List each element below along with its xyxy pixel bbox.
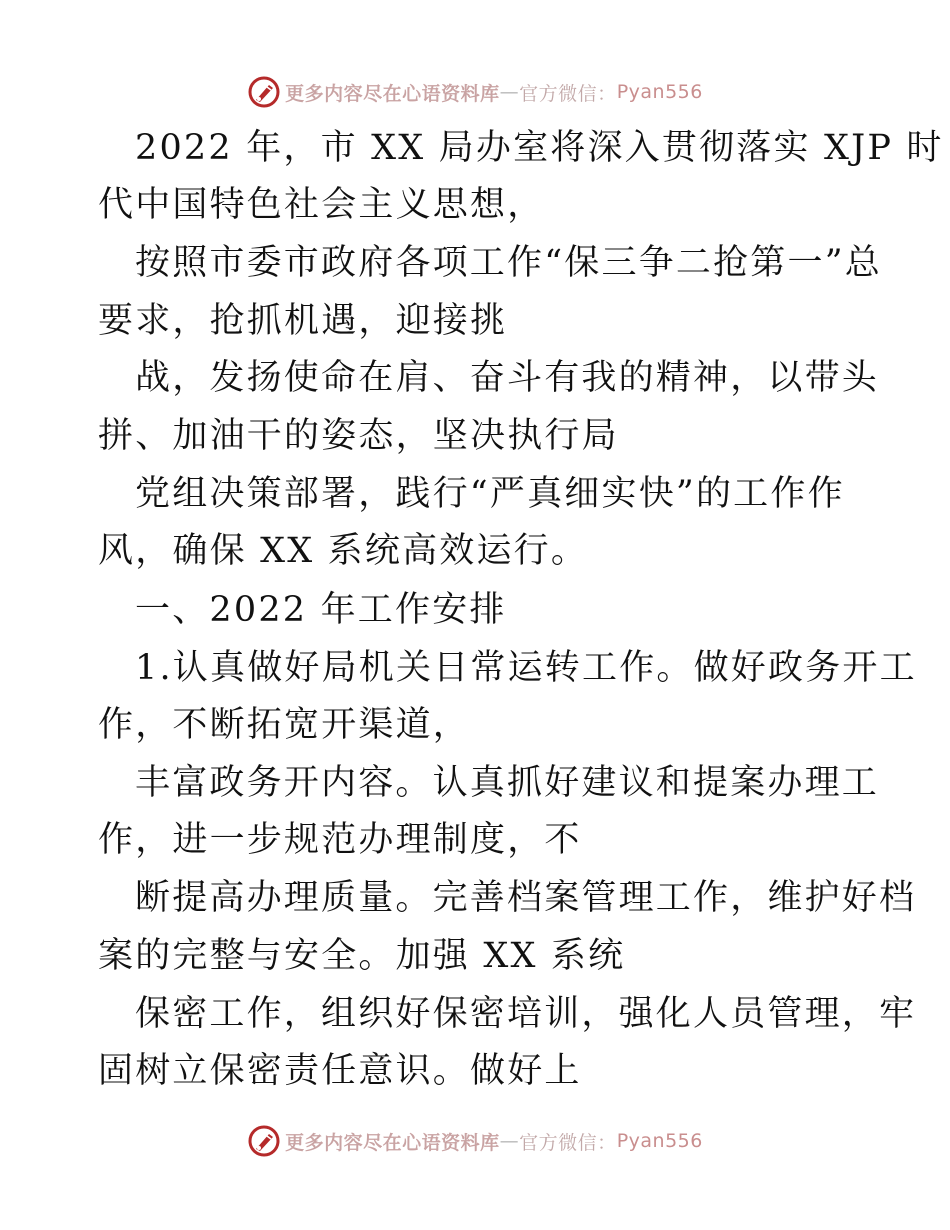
paragraph-line: 固树立保密责任意识。做好上: [98, 1051, 582, 1091]
paragraph-line: 1.认真做好局机关日常运转工作。做好政务开工: [135, 648, 917, 688]
paragraph-line: 拼、加油干的姿态，坚决执行局: [98, 416, 619, 456]
watermark-separator: —: [499, 81, 520, 103]
paragraph-line: 案的完整与安全。加强 XX 系统: [98, 936, 626, 976]
pen-seal-icon: [247, 1124, 281, 1158]
footer-watermark: [0, 1121, 950, 1161]
paragraph-line: 战，发扬使命在肩、奋斗有我的精神，以带头: [135, 358, 880, 398]
paragraph-line: 作，进一步规范办理制度，不: [98, 820, 582, 860]
paragraph-line: 党组决策部署，践行“严真细实快”的工作作: [135, 474, 845, 514]
paragraph-line: 要求，抢抓机遇，迎接挑: [98, 301, 508, 341]
watermark-main-text: 更多内容尽在心语资料库: [285, 82, 500, 105]
paragraph-line: 风，确保 XX 系统高效运行。: [98, 531, 589, 571]
paragraph-line: 保密工作，组织好保密培训，强化人员管理，牢: [135, 994, 917, 1034]
watermark-suffix: 官方微信：: [519, 1131, 617, 1154]
watermark-main-text: 更多内容尽在心语资料库: [285, 1131, 500, 1154]
watermark-handle: Pyan556: [616, 1130, 703, 1152]
paragraph-line: 代中国特色社会主义思想，: [98, 185, 545, 225]
paragraph-line: 2022 年，市 XX 局办室将深入贯彻落实 XJP 时: [135, 128, 944, 168]
watermark-handle: Pyan556: [616, 81, 703, 103]
paragraph-line: 断提高办理质量。完善档案管理工作，维护好档: [135, 878, 917, 918]
paragraph-line: 按照市委市政府各项工作“保三争二抢第一”总: [135, 243, 882, 283]
watermark-separator: —: [499, 1130, 520, 1152]
watermark-suffix: 官方微信：: [519, 82, 617, 105]
section-heading: 一、2022 年工作安排: [135, 590, 507, 630]
paragraph-line: 作，不断拓宽开渠道，: [98, 705, 471, 745]
paragraph-line: 丰富政务开内容。认真抓好建议和提案办理工: [135, 763, 880, 803]
